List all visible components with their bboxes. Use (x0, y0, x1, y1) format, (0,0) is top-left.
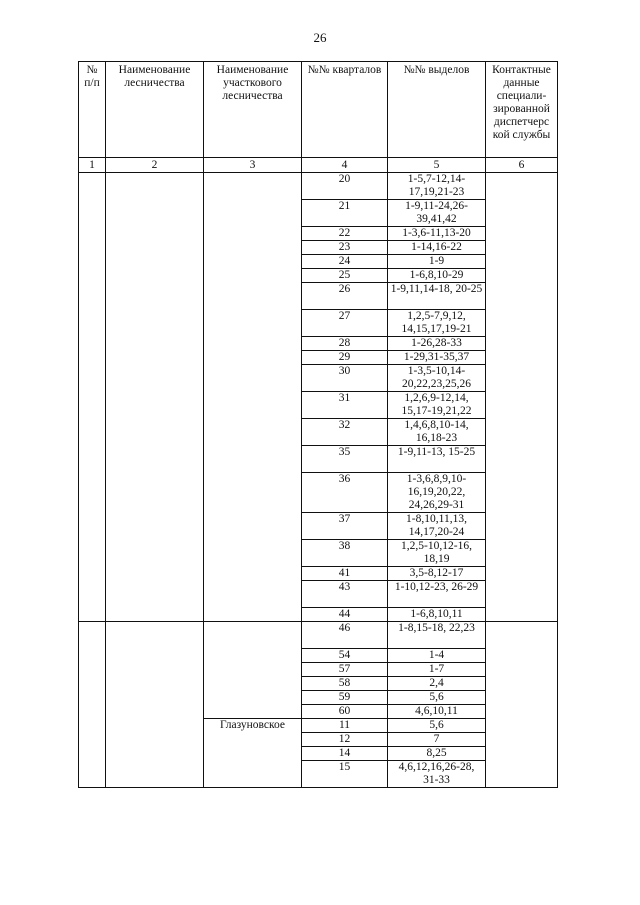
forestry-cell (106, 173, 204, 622)
subforestry-name-cell: Глазуновское (204, 719, 302, 788)
allotments-cell: 5,6 (388, 719, 486, 733)
quarter-number-cell: 31 (302, 392, 388, 419)
header-cell-contacts: Контактные данные специали-зированной диспетчерс кой службы (486, 62, 558, 158)
allotments-cell: 8,25 (388, 747, 486, 761)
quarter-number-cell: 25 (302, 269, 388, 283)
column-number: 2 (106, 158, 204, 173)
contacts-cell (486, 173, 558, 622)
table-group-b (79, 622, 558, 788)
subforestry-cell (204, 173, 302, 622)
quarter-number-cell: 28 (302, 337, 388, 351)
quarter-number-cell: 15 (302, 761, 388, 788)
quarter-number-cell: 30 (302, 365, 388, 392)
allotments-cell: 1,2,5-7,9,12, 14,15,17,19-21 (388, 310, 486, 337)
subforestry-cell (204, 622, 302, 719)
row-number-cell (79, 622, 106, 788)
allotments-cell: 1-7 (388, 663, 486, 677)
quarter-number-cell: 44 (302, 608, 388, 622)
header-row (79, 62, 558, 158)
row-number-cell (79, 173, 106, 622)
quarter-number-cell: 20 (302, 173, 388, 200)
allotments-cell: 1-3,6,8,9,10-16,19,20,22, 24,26,29-31 (388, 473, 486, 513)
allotments-cell: 1-10,12-23, 26-29 (388, 581, 486, 608)
column-number-row (79, 158, 558, 173)
page-number: 26 (313, 30, 327, 45)
quarter-number-cell: 14 (302, 747, 388, 761)
quarter-number-cell: 58 (302, 677, 388, 691)
allotments-cell: 1-5,7-12,14-17,19,21-23 (388, 173, 486, 200)
allotments-cell: 1-8,15-18, 22,23 (388, 622, 486, 649)
header-cell-forestry: Наименование лесничества (106, 62, 204, 158)
allotments-cell: 1,2,5-10,12-16, 18,19 (388, 540, 486, 567)
quarter-number-cell: 41 (302, 567, 388, 581)
allotments-cell: 1-4 (388, 649, 486, 663)
allotments-cell: 1-9 (388, 255, 486, 269)
table-row (79, 173, 558, 200)
allotments-cell: 1-26,28-33 (388, 337, 486, 351)
header-cell-allotments: №№ выделов (388, 62, 486, 158)
quarter-number-cell: 29 (302, 351, 388, 365)
quarter-number-cell: 11 (302, 719, 388, 733)
allotments-cell: 1-6,8,10-29 (388, 269, 486, 283)
quarter-number-cell: 21 (302, 200, 388, 227)
quarter-number-cell: 57 (302, 663, 388, 677)
quarter-number-cell: 38 (302, 540, 388, 567)
quarter-number-cell: 27 (302, 310, 388, 337)
table-group-a (79, 173, 558, 622)
quarter-number-cell: 32 (302, 419, 388, 446)
quarter-number-cell: 22 (302, 227, 388, 241)
quarter-number-cell: 59 (302, 691, 388, 705)
allotments-cell: 1-8,10,11,13, 14,17,20-24 (388, 513, 486, 540)
column-number: 5 (388, 158, 486, 173)
forest-quarters-table (78, 61, 558, 788)
contacts-cell (486, 622, 558, 788)
quarter-number-cell: 23 (302, 241, 388, 255)
header-cell-quarters: №№ кварталов (302, 62, 388, 158)
header-cell-subforestry: Наименование участкового лесничества (204, 62, 302, 158)
quarter-number-cell: 54 (302, 649, 388, 663)
allotments-cell: 1-9,11-24,26-39,41,42 (388, 200, 486, 227)
quarter-number-cell: 26 (302, 283, 388, 310)
header-cell-number: № п/п (79, 62, 106, 158)
column-number: 6 (486, 158, 558, 173)
quarter-number-cell: 43 (302, 581, 388, 608)
quarter-number-cell: 12 (302, 733, 388, 747)
allotments-cell: 5,6 (388, 691, 486, 705)
column-number: 3 (204, 158, 302, 173)
table-row (79, 622, 558, 649)
column-number: 4 (302, 158, 388, 173)
allotments-cell: 1,4,6,8,10-14, 16,18-23 (388, 419, 486, 446)
allotments-cell: 1-3,5-10,14-20,22,23,25,26 (388, 365, 486, 392)
allotments-cell: 1-6,8,10,11 (388, 608, 486, 622)
allotments-cell: 2,4 (388, 677, 486, 691)
allotments-cell: 4,6,12,16,26-28, 31-33 (388, 761, 486, 788)
allotments-cell: 1-14,16-22 (388, 241, 486, 255)
quarter-number-cell: 46 (302, 622, 388, 649)
quarter-number-cell: 35 (302, 446, 388, 473)
allotments-cell: 3,5-8,12-17 (388, 567, 486, 581)
quarter-number-cell: 60 (302, 705, 388, 719)
column-number: 1 (79, 158, 106, 173)
allotments-cell: 1-3,6-11,13-20 (388, 227, 486, 241)
allotments-cell: 1-29,31-35,37 (388, 351, 486, 365)
allotments-cell: 1-9,11-13, 15-25 (388, 446, 486, 473)
quarter-number-cell: 36 (302, 473, 388, 513)
allotments-cell: 1-9,11,14-18, 20-25 (388, 283, 486, 310)
allotments-cell: 7 (388, 733, 486, 747)
forestry-cell (106, 622, 204, 788)
quarter-number-cell: 24 (302, 255, 388, 269)
quarter-number-cell: 37 (302, 513, 388, 540)
allotments-cell: 4,6,10,11 (388, 705, 486, 719)
allotments-cell: 1,2,6,9-12,14, 15,17-19,21,22 (388, 392, 486, 419)
